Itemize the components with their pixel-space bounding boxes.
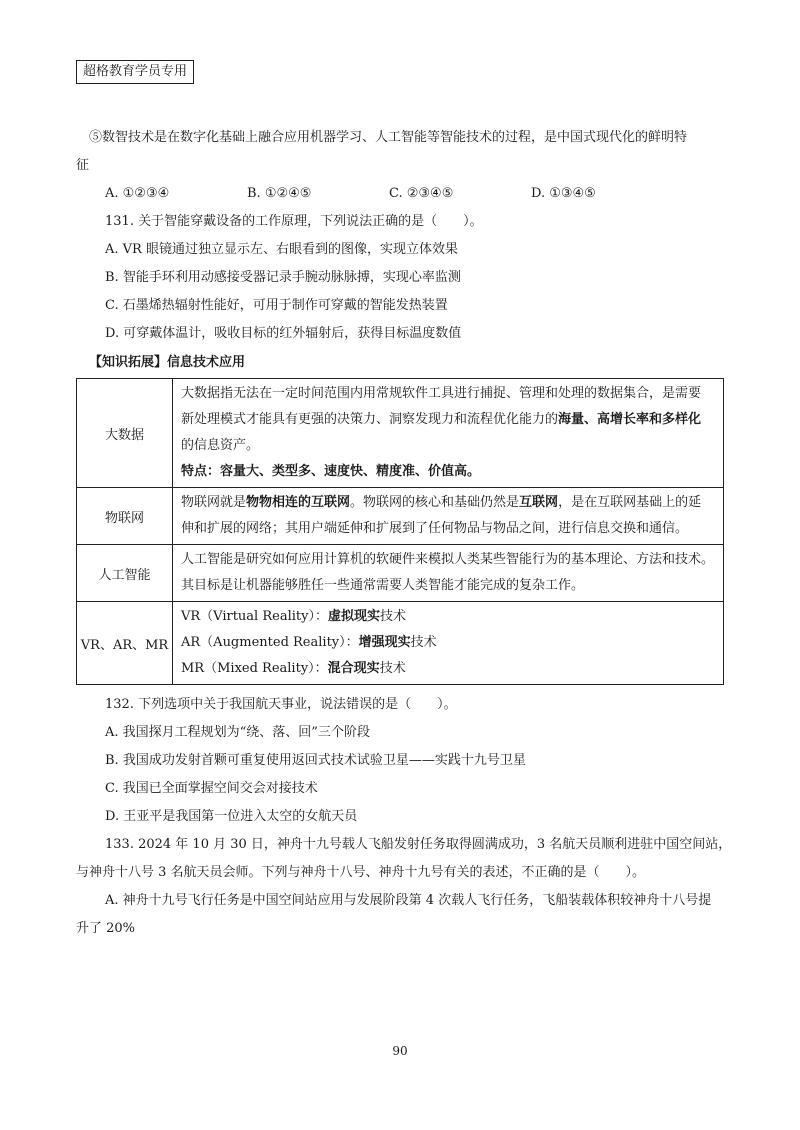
xr-vr xyxy=(181,604,715,630)
q133-option-a-line2: 升了 20% xyxy=(76,921,136,936)
row-content-bigdata xyxy=(173,379,724,488)
row-label-bigdata: 大数据 xyxy=(77,379,173,488)
iot-t3: 。物联网的核心和基础仍然是 xyxy=(350,495,520,510)
row-label-ai: 人工智能 xyxy=(77,545,173,602)
row-content-iot xyxy=(173,488,724,545)
row-label-xr: VR、AR、MR xyxy=(77,602,173,685)
bigdata-line1: 大数据指无法在一定时间范围内用常规软件工具进行捕捉、管理和处理的数据集合，是需要 xyxy=(181,386,702,401)
xr-ar-term: AR（Augmented Reality）： xyxy=(181,635,359,650)
iot-t1: 物联网就是 xyxy=(181,495,247,510)
q133-stem-line1: 133. 2024 年 10 月 30 日，神舟十九号载人飞船发射任务取得圆满成功，3 名航天员顺利进驻中国空间站， xyxy=(105,837,732,852)
bigdata-features-text: 特点：容量大、类型多、速度快、精度准、价值高。 xyxy=(181,464,481,479)
q130-option-b: B. ①②④⑤ xyxy=(247,186,312,201)
row-content-ai xyxy=(173,545,724,602)
xr-vr-suffix: 技术 xyxy=(379,609,406,624)
q131-option-d: D. 可穿戴体温计，吸收目标的红外辐射后，获得目标温度数值 xyxy=(105,326,462,341)
q131-stem: 131. 关于智能穿戴设备的工作原理，下列说法正确的是（ ）。 xyxy=(105,214,483,229)
q130-item5-cont: 征 xyxy=(76,158,90,173)
xr-ar-suffix: 技术 xyxy=(410,635,437,650)
q130-option-a: A. ①②③④ xyxy=(105,186,170,201)
xr-mr-bold: 混合现实 xyxy=(327,661,380,676)
ai-line2: 其目标是让机器能够胜任一些通常需要人类智能才能完成的复杂工作。 xyxy=(181,578,585,593)
q130-option-d: D. ①③④⑤ xyxy=(531,186,596,201)
bigdata-line2-bold: 海量、高增长率和多样化 xyxy=(558,412,702,427)
knowledge-title: 【知识拓展】信息技术应用 xyxy=(89,355,246,370)
table-row-ai xyxy=(77,545,724,602)
q131-option-c: C. 石墨烯热辐射性能好，可用于制作可穿戴的智能发热装置 xyxy=(105,298,448,313)
xr-vr-bold: 虚拟现实 xyxy=(327,609,380,624)
iot-t4: 互联网 xyxy=(519,495,559,510)
table-row-bigdata xyxy=(77,379,724,488)
xr-mr-term: MR（Mixed Reality）： xyxy=(181,661,328,676)
iot-t5: ，是在互联网基础上的延 xyxy=(558,495,702,510)
q133-stem-line2: 与神舟十八号 3 名航天员会师。下列与神舟十八号、神舟十九号有关的表述，不正确的是（ ）。 xyxy=(76,865,646,880)
xr-mr-suffix: 技术 xyxy=(379,661,406,676)
bigdata-features xyxy=(181,459,715,485)
xr-mr xyxy=(181,656,715,682)
bigdata-line2 xyxy=(181,407,715,433)
row-label-iot: 物联网 xyxy=(77,488,173,545)
q132-stem: 132. 下列选项中关于我国航天事业，说法错误的是（ ）。 xyxy=(105,697,457,712)
bigdata-line2-text: 新处理模式才能具有更强的决策力、洞察发现力和流程优化能力的 xyxy=(181,412,559,427)
q132-option-b: B. 我国成功发射首颗可重复使用返回式技术试验卫星——实践十九号卫星 xyxy=(105,753,526,768)
q130-option-c: C. ②③④⑤ xyxy=(389,186,454,201)
q132-option-c: C. 我国已全面掌握空间交会对接技术 xyxy=(105,781,318,796)
page-content xyxy=(76,124,732,943)
row-content-xr xyxy=(173,602,724,685)
iot-t2: 物物相连的互联网 xyxy=(246,495,351,510)
bigdata-line3: 的信息资产。 xyxy=(181,438,260,453)
xr-ar xyxy=(181,630,715,656)
table-row-xr xyxy=(77,602,724,685)
q132-option-d: D. 王亚平是我国第一位进入太空的女航天员 xyxy=(105,809,358,824)
table-row-iot xyxy=(77,488,724,545)
q130-options xyxy=(105,180,724,208)
iot-line2: 伸和扩展的网络；其用户端延伸和扩展到了任何物品与物品之间，进行信息交换和通信。 xyxy=(181,521,689,536)
ai-line1: 人工智能是研究如何应用计算机的软硬件来模拟人类某些智能行为的基本理论、方法和技术。 xyxy=(181,552,715,567)
brand-label: 超格教育学员专用 xyxy=(76,60,194,84)
q132-option-a: A. 我国探月工程规划为“绕、落、回”三个阶段 xyxy=(105,725,370,740)
iot-line1 xyxy=(181,490,715,516)
q133-option-a-line1: A. 神舟十九号飞行任务是中国空间站应用与发展阶段第 4 次载人飞行任务，飞船装载体积较神舟十八号提 xyxy=(105,893,712,908)
xr-ar-bold: 增强现实 xyxy=(358,635,411,650)
xr-vr-term: VR（Virtual Reality）： xyxy=(181,609,328,624)
q130-item5: ⑤数智技术是在数字化基础上融合应用机器学习、人工智能等智能技术的过程，是中国式现代化的鲜明特 xyxy=(89,130,688,145)
q131-option-b: B. 智能手环利用动感接受器记录手腕动脉脉搏，实现心率监测 xyxy=(105,270,461,285)
q131-option-a: A. VR 眼镜通过独立显示左、右眼看到的图像，实现立体效果 xyxy=(105,242,458,257)
knowledge-table xyxy=(76,378,724,685)
page-number: 90 xyxy=(392,1044,408,1058)
